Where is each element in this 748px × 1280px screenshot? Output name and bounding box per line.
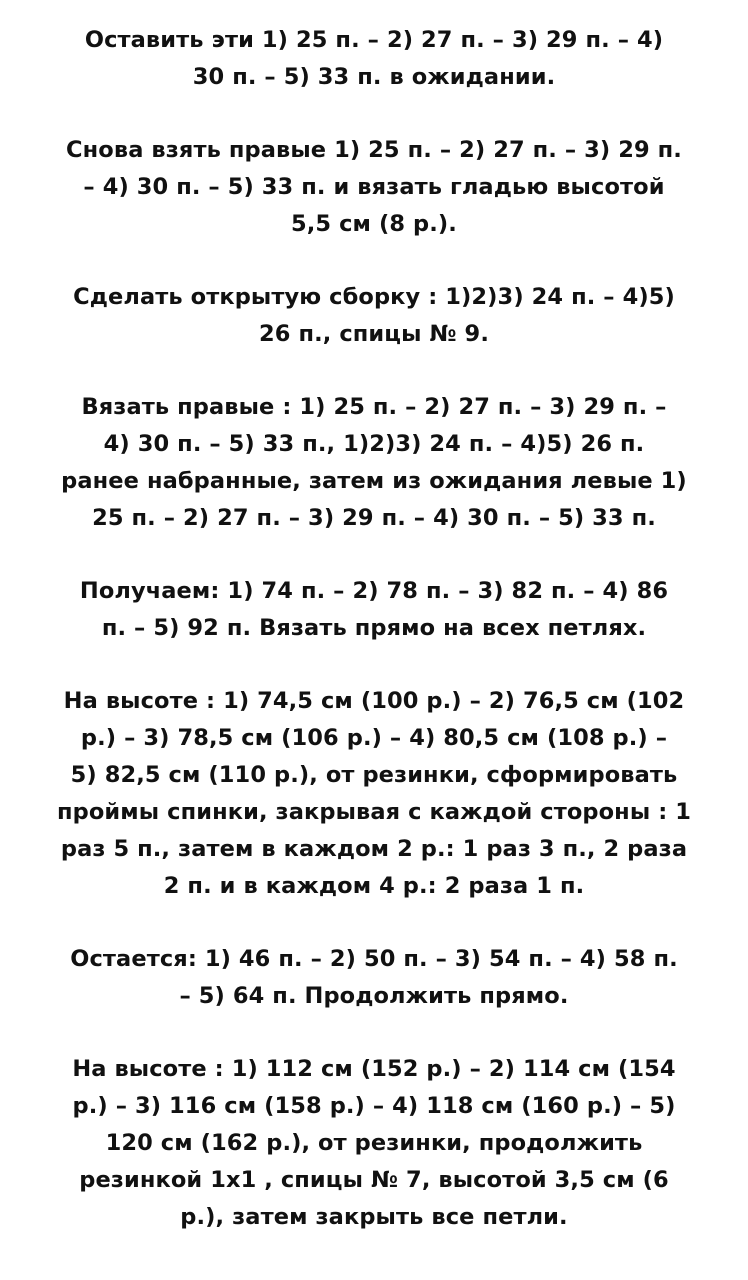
text-line: резинкой 1х1 , спицы № 7, высотой 3,5 см (6 <box>79 1167 669 1193</box>
text-line: На высоте : 1) 112 см (152 р.) – 2) 114 см (154 <box>72 1056 676 1082</box>
paragraph-knit-right-stitches <box>18 132 730 243</box>
text-line: 30 п. – 5) 33 п. в ожидании. <box>192 64 556 90</box>
text-line: р.) – 3) 78,5 см (106 р.) – 4) 80,5 см (108 р.) – <box>80 725 668 751</box>
text-line: п. – 5) 92 п. Вязать прямо на всех петлях. <box>101 615 647 641</box>
paragraph-set-aside-stitches <box>18 22 730 96</box>
text-line: Оставить эти 1) 25 п. – 2) 27 п. – 3) 29 п. – 4) <box>84 27 664 53</box>
text-line: – 4) 30 п. – 5) 33 п. и вязать гладью высотой <box>83 174 665 200</box>
paragraph-armhole-shaping <box>18 683 730 905</box>
text-line: Получаем: 1) 74 п. – 2) 78 п. – 3) 82 п. – 4) 86 <box>79 578 669 604</box>
text-line: Остается: 1) 46 п. – 2) 50 п. – 3) 54 п. – 4) 58 п. <box>70 946 678 972</box>
text-line: р.), затем закрыть все петли. <box>180 1204 568 1230</box>
text-line: Сделать открытую сборку : 1)2)3) 24 п. – 4)5) <box>73 284 675 310</box>
text-line: 5) 82,5 см (110 р.), от резинки, сформировать <box>70 762 678 788</box>
text-line: проймы спинки, закрывая с каждой стороны : 1 <box>57 799 691 825</box>
paragraph-open-cast-on <box>18 279 730 353</box>
text-line: 5,5 см (8 р.). <box>291 211 457 237</box>
text-line: 120 см (162 р.), от резинки, продолжить <box>105 1130 643 1156</box>
paragraph-remaining-stitches <box>18 941 730 1015</box>
text-line: 2 п. и в каждом 4 р.: 2 раза 1 п. <box>163 873 585 899</box>
text-line: 4) 30 п. – 5) 33 п., 1)2)3) 24 п. – 4)5) 26 п. <box>103 431 645 457</box>
text-line: Вязать правые : 1) 25 п. – 2) 27 п. – 3) 29 п. – <box>81 394 667 420</box>
text-line: Снова взять правые 1) 25 п. – 2) 27 п. – 3) 29 п. <box>66 137 682 163</box>
text-line: – 5) 64 п. Продолжить прямо. <box>179 983 569 1009</box>
paragraph-total-stitches <box>18 573 730 647</box>
paragraph-ribbing-and-bind-off <box>18 1051 730 1236</box>
text-line: 26 п., спицы № 9. <box>259 321 489 347</box>
text-line: 25 п. – 2) 27 п. – 3) 29 п. – 4) 30 п. – 5) 33 п. <box>92 505 656 531</box>
text-line: На высоте : 1) 74,5 см (100 р.) – 2) 76,5 см (102 <box>63 688 685 714</box>
text-line: ранее набранные, затем из ожидания левые 1) <box>61 468 687 494</box>
text-line: раз 5 п., затем в каждом 2 р.: 1 раз 3 п., 2 раза <box>60 836 688 862</box>
paragraph-join-stitches <box>18 389 730 537</box>
text-line: р.) – 3) 116 см (158 р.) – 4) 118 см (160 р.) – 5) <box>72 1093 676 1119</box>
